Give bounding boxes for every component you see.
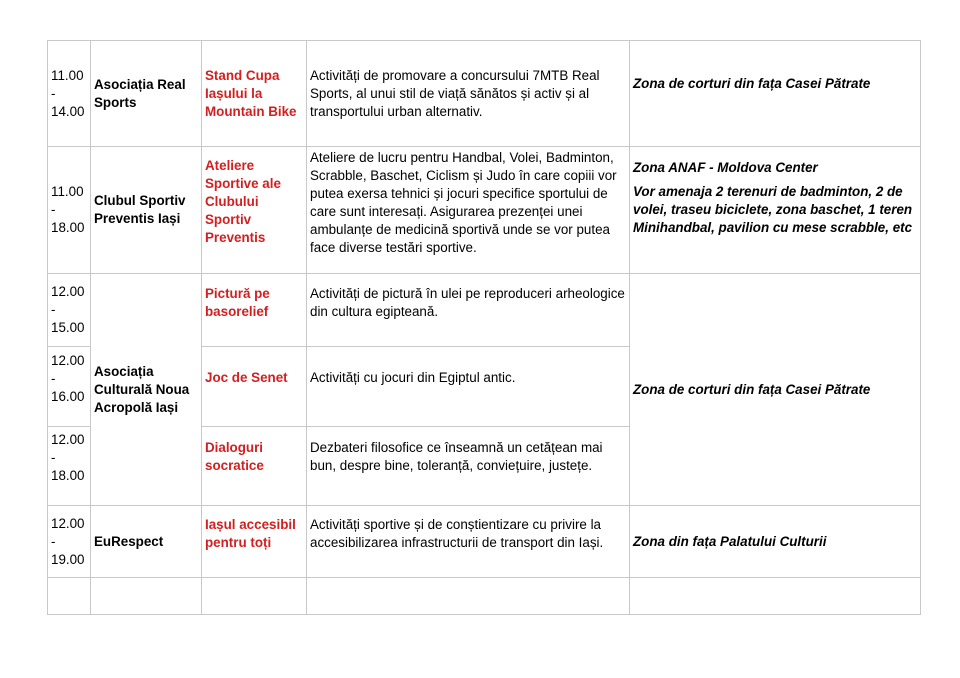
table-row-empty: [48, 578, 921, 615]
organizer-cell: EuRespect: [91, 506, 202, 578]
table-row: [48, 506, 921, 578]
activity-description: Ateliere de lucru pentru Handbal, Volei, Badminton, Scrabble, Baschet, Ciclism și Judo în care copiii vor putea exersa tehnici și jocuri specifice sportului de care sunt interesați. Asigurarea prezenței unei ambulanțe de medicină sportivă unde se vor putea face diverse testări sportive.: [307, 147, 630, 274]
time-cell: 12.00 - 16.00: [48, 347, 91, 427]
program-sheet: [47, 40, 921, 615]
location-cell: Zona de corturi din fața Casei Pătrate: [630, 274, 921, 506]
activity-title: Ateliere Sportive ale Clubului Sportiv Preventis: [202, 147, 307, 274]
time-cell: 12.00 - 15.00: [48, 274, 91, 347]
organizer-cell: Asociația Culturală Noua Acropolă Iași: [91, 274, 202, 506]
empty-cell: [202, 578, 307, 615]
activity-description: Activități cu jocuri din Egiptul antic.: [307, 347, 630, 427]
time-cell: 11.00 - 18.00: [48, 147, 91, 274]
activity-title: Iașul accesibil pentru toți: [202, 506, 307, 578]
activity-description: Activități de pictură în ulei pe reproduceri arheologice din cultura egipteană.: [307, 274, 630, 347]
schedule-table: [47, 40, 921, 615]
empty-cell: [307, 578, 630, 615]
time-cell: 12.00 - 19.00: [48, 506, 91, 578]
empty-cell: [91, 578, 202, 615]
organizer-cell: Asociația Real Sports: [91, 41, 202, 147]
organizer-cell: Clubul Sportiv Preventis Iași: [91, 147, 202, 274]
location-cell: Zona din fața Palatului Culturii: [630, 506, 921, 578]
table-row: [48, 147, 921, 274]
time-cell: 11.00 - 14.00: [48, 41, 91, 147]
empty-cell: [630, 578, 921, 615]
activity-description: Activități sportive și de conștientizare cu privire la accesibilizarea infrastructurii de transport din Iași.: [307, 506, 630, 578]
location-cell: Zona ANAF - Moldova Center Vor amenaja 2 terenuri de badminton, 2 de volei, traseu biciclete, zona baschet, 1 teren Minihandbal, pavilion cu mese scrabble, etc: [630, 147, 921, 274]
activity-description: Dezbateri filosofice ce înseamnă un cetățean mai bun, despre bine, toleranță, conviețuire, justețe.: [307, 427, 630, 506]
table-row: [48, 41, 921, 147]
activity-title: Joc de Senet: [202, 347, 307, 427]
activity-title: Pictură pe basorelief: [202, 274, 307, 347]
activity-title: Dialoguri socratice: [202, 427, 307, 506]
activity-title: Stand Cupa Iașului la Mountain Bike: [202, 41, 307, 147]
empty-cell: [48, 578, 91, 615]
time-cell: 12.00 - 18.00: [48, 427, 91, 506]
activity-description: Activități de promovare a concursului 7MTB Real Sports, al unui stil de viață sănătos și activ și al transportului urban alternativ.: [307, 41, 630, 147]
location-cell: Zona de corturi din fața Casei Pătrate: [630, 41, 921, 147]
table-row: [48, 274, 921, 347]
